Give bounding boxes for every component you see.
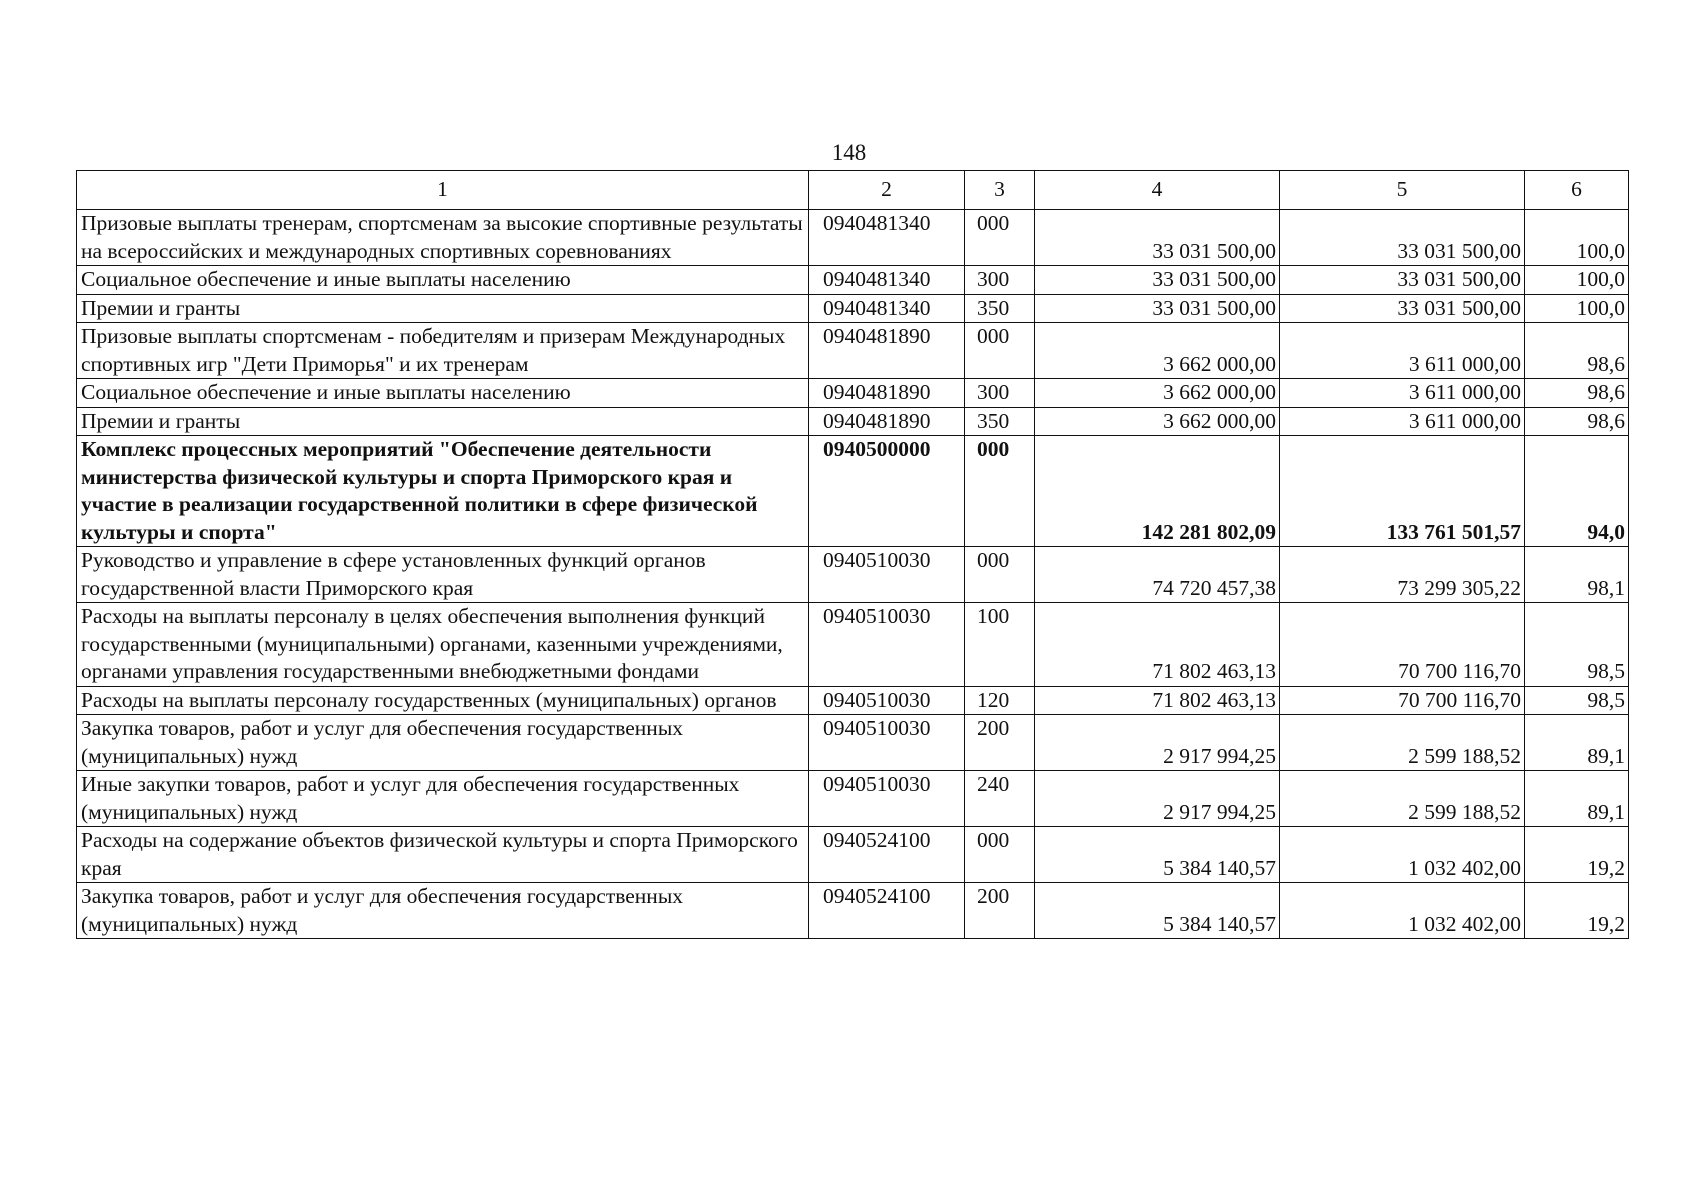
target-code-cell: 0940510030 bbox=[809, 603, 965, 687]
page-number: 148 bbox=[831, 140, 867, 165]
planned-amount-cell: 2 917 994,25 bbox=[1035, 715, 1280, 771]
planned-amount-cell: 3 662 000,00 bbox=[1035, 407, 1280, 436]
target-code-cell: 0940481890 bbox=[809, 323, 965, 379]
planned-amount-cell: 3 662 000,00 bbox=[1035, 379, 1280, 408]
table-row bbox=[77, 266, 1629, 295]
execution-percent-cell: 94,0 bbox=[1525, 436, 1629, 547]
table-row bbox=[77, 379, 1629, 408]
table-row bbox=[77, 407, 1629, 436]
execution-percent-cell: 89,1 bbox=[1525, 771, 1629, 827]
item-name-cell: Расходы на содержание объектов физической культуры и спорта Приморского края bbox=[77, 827, 809, 883]
execution-percent-cell: 100,0 bbox=[1525, 294, 1629, 323]
column-header-4: 4 bbox=[1035, 171, 1280, 210]
planned-amount-cell: 74 720 457,38 bbox=[1035, 547, 1280, 603]
item-name-cell: Закупка товаров, работ и услуг для обеспечения государственных (муниципальных) нужд bbox=[77, 715, 809, 771]
execution-percent-cell: 98,5 bbox=[1525, 603, 1629, 687]
expense-type-cell: 120 bbox=[965, 686, 1035, 715]
execution-percent-cell: 19,2 bbox=[1525, 883, 1629, 939]
target-code-cell: 0940481890 bbox=[809, 379, 965, 408]
expense-type-cell: 000 bbox=[965, 827, 1035, 883]
planned-amount-cell: 71 802 463,13 bbox=[1035, 603, 1280, 687]
planned-amount-cell: 33 031 500,00 bbox=[1035, 294, 1280, 323]
planned-amount-cell: 5 384 140,57 bbox=[1035, 827, 1280, 883]
expense-type-cell: 200 bbox=[965, 883, 1035, 939]
planned-amount-cell: 5 384 140,57 bbox=[1035, 883, 1280, 939]
table-row bbox=[77, 827, 1629, 883]
execution-percent-cell: 98,6 bbox=[1525, 379, 1629, 408]
actual-amount-cell: 133 761 501,57 bbox=[1280, 436, 1525, 547]
item-name-cell: Социальное обеспечение и иные выплаты населению bbox=[77, 266, 809, 295]
actual-amount-cell: 1 032 402,00 bbox=[1280, 827, 1525, 883]
item-name-cell: Премии и гранты bbox=[77, 294, 809, 323]
item-name-cell: Призовые выплаты спортсменам - победителям и призерам Международных спортивных игр "Дети Приморья" и их тренерам bbox=[77, 323, 809, 379]
planned-amount-cell: 33 031 500,00 bbox=[1035, 266, 1280, 295]
item-name-cell: Руководство и управление в сфере установленных функций органов государственной власти Приморского края bbox=[77, 547, 809, 603]
planned-amount-cell: 142 281 802,09 bbox=[1035, 436, 1280, 547]
item-name-cell: Закупка товаров, работ и услуг для обеспечения государственных (муниципальных) нужд bbox=[77, 883, 809, 939]
target-code-cell: 0940510030 bbox=[809, 547, 965, 603]
item-name-cell: Расходы на выплаты персоналу государственных (муниципальных) органов bbox=[77, 686, 809, 715]
actual-amount-cell: 2 599 188,52 bbox=[1280, 715, 1525, 771]
table-row bbox=[77, 294, 1629, 323]
target-code-cell: 0940510030 bbox=[809, 771, 965, 827]
actual-amount-cell: 33 031 500,00 bbox=[1280, 266, 1525, 295]
expense-type-cell: 350 bbox=[965, 294, 1035, 323]
item-name-cell: Комплекс процессных мероприятий "Обеспечение деятельности министерства физической культуры и спорта Приморского края и участие в реализации государственной политики в сфере физической культуры и спорта" bbox=[77, 436, 809, 547]
item-name-cell: Премии и гранты bbox=[77, 407, 809, 436]
actual-amount-cell: 33 031 500,00 bbox=[1280, 294, 1525, 323]
target-code-cell: 0940481340 bbox=[809, 266, 965, 295]
table-row bbox=[77, 323, 1629, 379]
column-header-5: 5 bbox=[1280, 171, 1525, 210]
actual-amount-cell: 3 611 000,00 bbox=[1280, 407, 1525, 436]
planned-amount-cell: 71 802 463,13 bbox=[1035, 686, 1280, 715]
target-code-cell: 0940500000 bbox=[809, 436, 965, 547]
expense-type-cell: 000 bbox=[965, 436, 1035, 547]
expense-type-cell: 300 bbox=[965, 379, 1035, 408]
table-row bbox=[77, 436, 1629, 547]
actual-amount-cell: 33 031 500,00 bbox=[1280, 210, 1525, 266]
table-row bbox=[77, 883, 1629, 939]
table-header bbox=[77, 171, 1629, 210]
table-row bbox=[77, 210, 1629, 266]
actual-amount-cell: 73 299 305,22 bbox=[1280, 547, 1525, 603]
planned-amount-cell: 33 031 500,00 bbox=[1035, 210, 1280, 266]
actual-amount-cell: 2 599 188,52 bbox=[1280, 771, 1525, 827]
expense-type-cell: 350 bbox=[965, 407, 1035, 436]
budget-table bbox=[76, 170, 1629, 939]
column-header-6: 6 bbox=[1525, 171, 1629, 210]
table-row bbox=[77, 686, 1629, 715]
target-code-cell: 0940510030 bbox=[809, 715, 965, 771]
item-name-cell: Призовые выплаты тренерам, спортсменам за высокие спортивные результаты на всероссийских и международных спортивных соревнованиях bbox=[77, 210, 809, 266]
execution-percent-cell: 89,1 bbox=[1525, 715, 1629, 771]
item-name-cell: Социальное обеспечение и иные выплаты населению bbox=[77, 379, 809, 408]
execution-percent-cell: 98,1 bbox=[1525, 547, 1629, 603]
column-header-3: 3 bbox=[965, 171, 1035, 210]
target-code-cell: 0940524100 bbox=[809, 883, 965, 939]
expense-type-cell: 000 bbox=[965, 323, 1035, 379]
item-name-cell: Иные закупки товаров, работ и услуг для обеспечения государственных (муниципальных) нужд bbox=[77, 771, 809, 827]
table-row bbox=[77, 715, 1629, 771]
table-row bbox=[77, 547, 1629, 603]
expense-type-cell: 100 bbox=[965, 603, 1035, 687]
table-body bbox=[77, 210, 1629, 939]
table-row bbox=[77, 603, 1629, 687]
actual-amount-cell: 3 611 000,00 bbox=[1280, 379, 1525, 408]
target-code-cell: 0940510030 bbox=[809, 686, 965, 715]
actual-amount-cell: 1 032 402,00 bbox=[1280, 883, 1525, 939]
execution-percent-cell: 98,5 bbox=[1525, 686, 1629, 715]
expense-type-cell: 200 bbox=[965, 715, 1035, 771]
actual-amount-cell: 70 700 116,70 bbox=[1280, 603, 1525, 687]
expense-type-cell: 000 bbox=[965, 210, 1035, 266]
expense-type-cell: 240 bbox=[965, 771, 1035, 827]
execution-percent-cell: 98,6 bbox=[1525, 323, 1629, 379]
header-row bbox=[77, 171, 1629, 210]
target-code-cell: 0940481890 bbox=[809, 407, 965, 436]
target-code-cell: 0940524100 bbox=[809, 827, 965, 883]
column-header-1: 1 bbox=[77, 171, 809, 210]
execution-percent-cell: 100,0 bbox=[1525, 210, 1629, 266]
execution-percent-cell: 19,2 bbox=[1525, 827, 1629, 883]
expense-type-cell: 000 bbox=[965, 547, 1035, 603]
actual-amount-cell: 3 611 000,00 bbox=[1280, 323, 1525, 379]
actual-amount-cell: 70 700 116,70 bbox=[1280, 686, 1525, 715]
table-row bbox=[77, 771, 1629, 827]
target-code-cell: 0940481340 bbox=[809, 210, 965, 266]
planned-amount-cell: 3 662 000,00 bbox=[1035, 323, 1280, 379]
execution-percent-cell: 98,6 bbox=[1525, 407, 1629, 436]
item-name-cell: Расходы на выплаты персоналу в целях обеспечения выполнения функций государственными (муниципальными) органами, казенными учреждениями, органами управления государственными внебюджетными фондами bbox=[77, 603, 809, 687]
target-code-cell: 0940481340 bbox=[809, 294, 965, 323]
planned-amount-cell: 2 917 994,25 bbox=[1035, 771, 1280, 827]
column-header-2: 2 bbox=[809, 171, 965, 210]
execution-percent-cell: 100,0 bbox=[1525, 266, 1629, 295]
expense-type-cell: 300 bbox=[965, 266, 1035, 295]
